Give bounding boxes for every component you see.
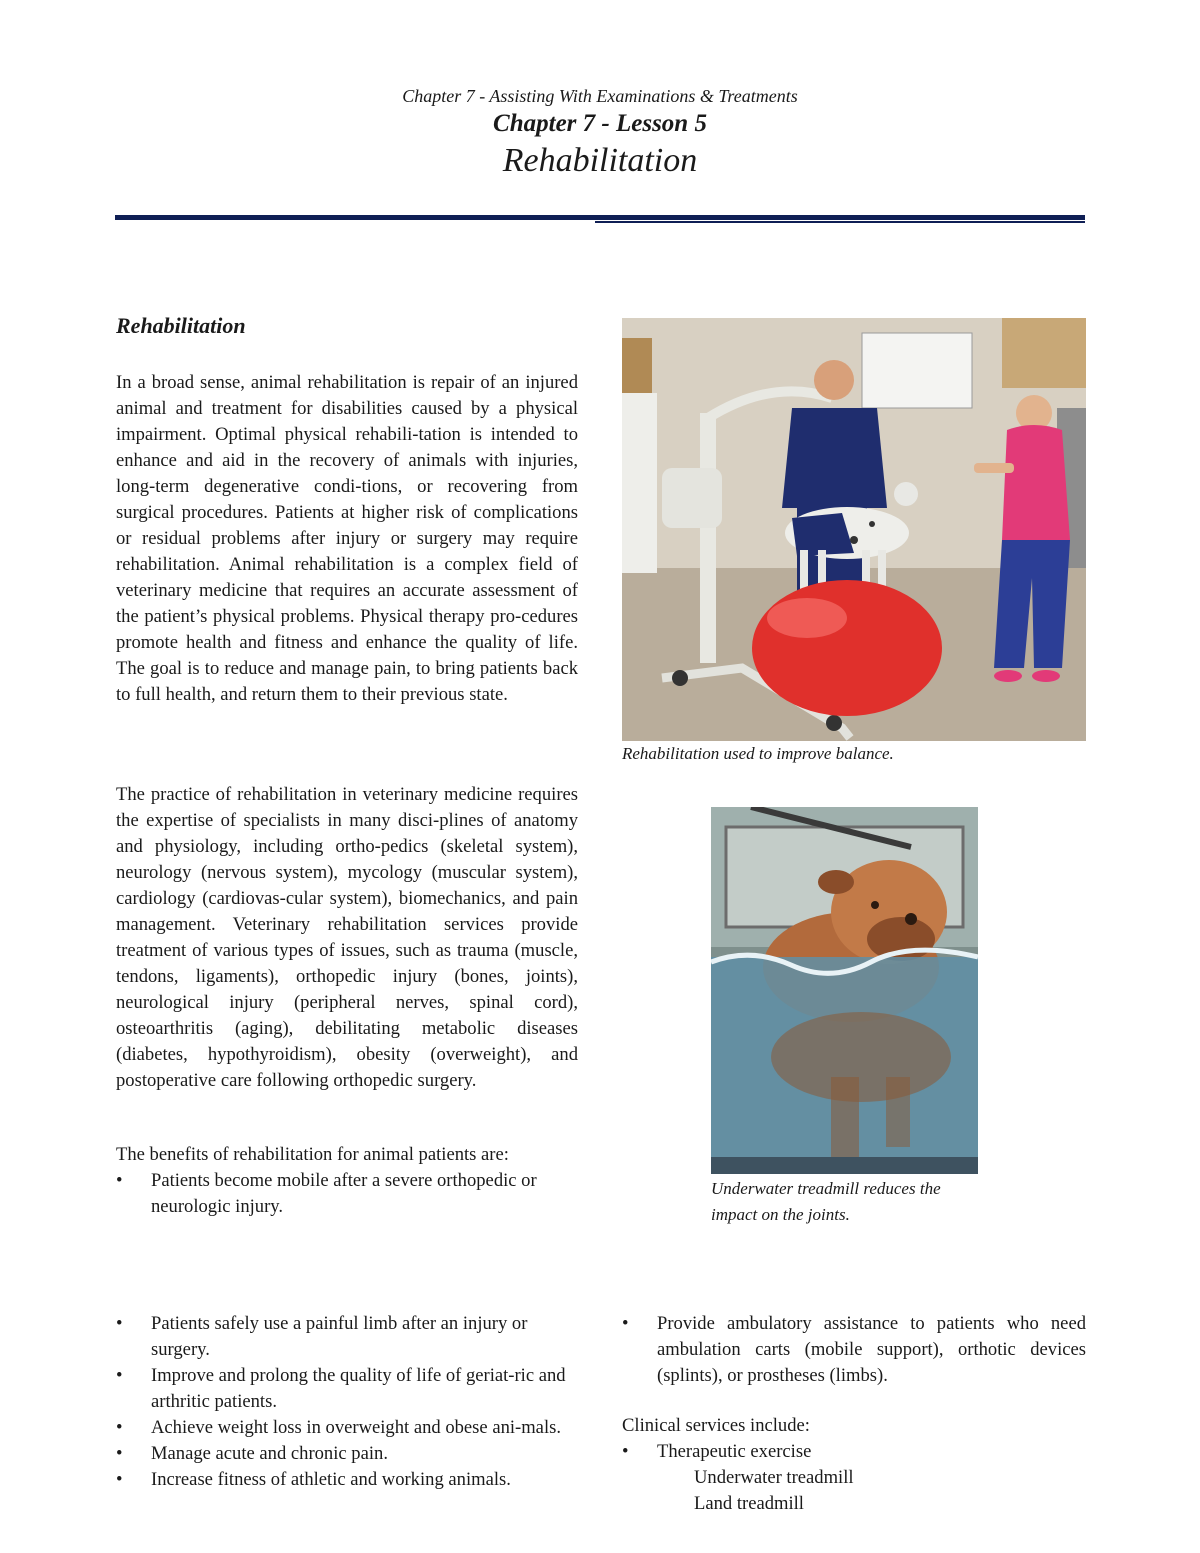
balance-rehab-photo bbox=[622, 318, 1086, 741]
list-item bbox=[116, 1311, 578, 1363]
paragraph-text: In a broad sense, animal rehabilitation is repair of an injured animal and treatment for disabilities caused by a physical impairment. Optimal physical rehabili-tation is intended to enhance and aid in the recovery of animals with injuries, long-term degenerative condi-tions, or recovering from surgical procedures. Patients at higher risk of complications or residual problems after injury or surgery may require rehabilitation. Animal rehabilitation is a complex field of veterinary medicine that requires an accurate assessment of the patient’s physical problems. Physical therapy pro-cedures promote health and fitness and enhance the quality of life. The goal is to reduce and manage pain, to bring patients back to full health, and return them to their previous state. bbox=[116, 372, 578, 705]
list-item-text: Achieve weight loss in overweight and obese ani-mals. bbox=[151, 1417, 561, 1438]
list-item-text: Improve and prolong the quality of life of geriat-ric and arthritic patients. bbox=[151, 1365, 566, 1412]
list-item bbox=[116, 1441, 578, 1467]
list-item bbox=[622, 1439, 1086, 1465]
bullet: • bbox=[622, 1313, 629, 1334]
list-item bbox=[116, 1168, 578, 1220]
section-heading: Rehabilitation bbox=[116, 313, 246, 338]
list-item-text: Manage acute and chronic pain. bbox=[151, 1443, 388, 1464]
bullet: • bbox=[116, 1443, 123, 1464]
bullet: • bbox=[116, 1469, 123, 1490]
header-rule-thin bbox=[595, 221, 1085, 223]
list-item-text: Therapeutic exercise bbox=[657, 1441, 812, 1462]
bullet: • bbox=[116, 1170, 123, 1191]
figure-caption: Underwater treadmill reduces the impact on the joints. bbox=[711, 1179, 941, 1224]
bullet: • bbox=[622, 1441, 629, 1462]
benefits-list-right bbox=[622, 1311, 1086, 1389]
bullet: • bbox=[116, 1365, 123, 1386]
list-item bbox=[116, 1467, 578, 1493]
underwater-treadmill-photo bbox=[711, 807, 978, 1174]
paragraph-text: The practice of rehabilitation in veterinary medicine requires the expertise of specialists in many disci-plines of anatomy and physiology, including ortho-pedics (skeletal system), neurology (nervous system), mycology (muscular system), cardiology (cardiovas-cular system), biomechanics, and pain management. Veterinary rehabilitation services provide treatment of various types of issues, such as trauma (muscle, tendons, ligaments), orthopedic injury (bones, joints), neurological injury (peripheral nerves, spinal cord), osteoarthritis (aging), debilitating metabolic diseases (diabetes, hypothyroidism), obesity (overweight), and postoperative care following orthopedic surgery. bbox=[116, 784, 578, 1091]
list-item bbox=[622, 1311, 1086, 1389]
bullet: • bbox=[116, 1313, 123, 1334]
page-title: Rehabilitation bbox=[502, 142, 698, 179]
benefits-list bbox=[116, 1168, 578, 1220]
list-item-text: Provide ambulatory assistance to patients who need ambulation carts (mobile support), orthotic devices (splints), or prostheses (limbs). bbox=[657, 1313, 1086, 1386]
intro-paragraph bbox=[116, 370, 578, 708]
list-item-text: Patients become mobile after a severe orthopedic or neurologic injury. bbox=[151, 1170, 537, 1217]
list-item-text: Increase fitness of athletic and working animals. bbox=[151, 1469, 511, 1490]
figure-caption: Rehabilitation used to improve balance. bbox=[622, 744, 894, 763]
clinical-services-list bbox=[622, 1439, 1086, 1465]
list-item bbox=[116, 1363, 578, 1415]
clinical-sub-item: Land treadmill bbox=[694, 1493, 804, 1514]
list-item-text: Patients safely use a painful limb after an injury or surgery. bbox=[151, 1313, 528, 1360]
header-rule bbox=[115, 215, 1085, 220]
specialists-paragraph bbox=[116, 782, 578, 1094]
lesson-title: Chapter 7 - Lesson 5 bbox=[493, 110, 707, 137]
benefits-list-continued bbox=[116, 1311, 578, 1493]
clinical-services-intro: Clinical services include: bbox=[622, 1415, 810, 1436]
list-item bbox=[116, 1415, 578, 1441]
bullet: • bbox=[116, 1417, 123, 1438]
clinical-sub-item: Underwater treadmill bbox=[694, 1467, 854, 1488]
benefits-intro: The benefits of rehabilitation for animal patients are: bbox=[116, 1144, 509, 1165]
chapter-header: Chapter 7 - Assisting With Examinations & Treatments bbox=[402, 86, 798, 106]
